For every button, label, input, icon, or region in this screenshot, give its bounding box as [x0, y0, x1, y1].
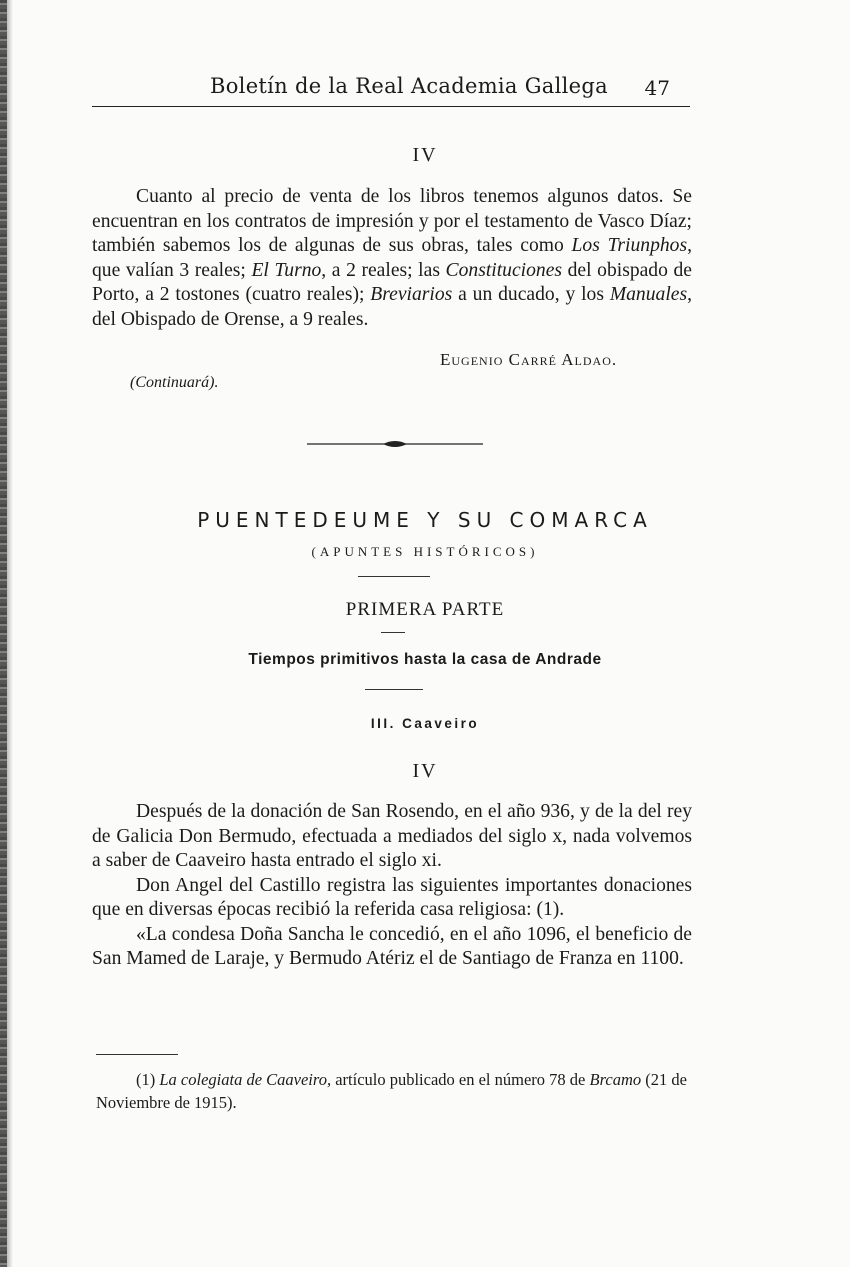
book-title: Constituciones [445, 259, 563, 281]
article-title: PUENTEDEUME Y SU COMARCA [197, 508, 653, 532]
paragraph-text: , del Obispado de Orense, a 9 reales. [92, 284, 692, 330]
paragraph-text: del obispado de Porto, a 2 tostones (cuatro reales); [92, 259, 692, 305]
chapter-rule [365, 689, 423, 690]
part-title: PRIMERA PARTE [345, 599, 505, 620]
section-title: III. Caaveiro [370, 716, 480, 731]
author-signature: Eugenio Carré Aldao. [440, 350, 618, 369]
price-paragraph [92, 185, 692, 332]
paragraph-text: , que valían 3 reales; [92, 235, 692, 281]
footnote-rule [96, 1054, 178, 1055]
paragraph-text: Cuanto al precio de venta de los libros tenemos algunos datos. Se encuentran en los contratos de impresión y por el testamento de Vasco Díaz; también sabemos los de algunas de sus obras, tales como [92, 186, 692, 256]
ornament-divider [307, 438, 483, 450]
footnote-marker: (1) [136, 1070, 156, 1089]
footnote-text: artículo publicado en el número 78 de [331, 1070, 590, 1089]
page-number: 47 [644, 76, 670, 100]
paragraph: Después de la donación de San Rosendo, en el año 936, y de la del rey de Galicia Don Bermudo, efectuada a mediados del siglo x, nada volvemos a saber de Caaveiro hasta entrado el siglo xi. [92, 801, 692, 871]
paragraph-text: a un ducado, y los [452, 284, 610, 305]
part-rule [381, 632, 405, 633]
paragraph-text: , a 2 reales; las [321, 259, 446, 281]
book-title: El Turno [251, 259, 322, 281]
footnote [96, 1068, 696, 1114]
chapter-title: Tiempos primitivos hasta la casa de Andrade [248, 651, 602, 668]
footnote-text: (21 de Noviembre de 1915). [96, 1070, 687, 1112]
section-numeral: IV [412, 760, 438, 782]
continued-note: (Continuará). [130, 374, 219, 391]
paragraph: «La condesa Doña Sancha le concedió, en el año 1096, el beneficio de San Mamed de Laraje, y Bermudo Atériz el de Santiago de Franza en 1100. [92, 923, 692, 969]
book-title: Los Triunphos [571, 235, 688, 256]
binding-shadow [7, 0, 13, 1267]
book-binding-edge [0, 0, 7, 1267]
book-title: Breviarios [370, 284, 453, 305]
running-header [92, 68, 690, 107]
article-subtitle: (APUNTES HISTÓRICOS) [311, 544, 539, 559]
footnote-title: La colegiata de Caaveiro, [159, 1070, 332, 1089]
footnote-source: Brcamo [589, 1070, 642, 1089]
article-body [92, 800, 692, 972]
paragraph: Don Angel del Castillo registra las siguientes importantes donaciones que en diversas épocas recibió la referida casa religiosa: (1). [92, 874, 692, 920]
section-numeral: IV [412, 144, 438, 166]
header-title: Boletín de la Real Academia Gallega [210, 74, 608, 98]
book-title: Manuales [609, 284, 688, 305]
title-rule [358, 576, 430, 577]
